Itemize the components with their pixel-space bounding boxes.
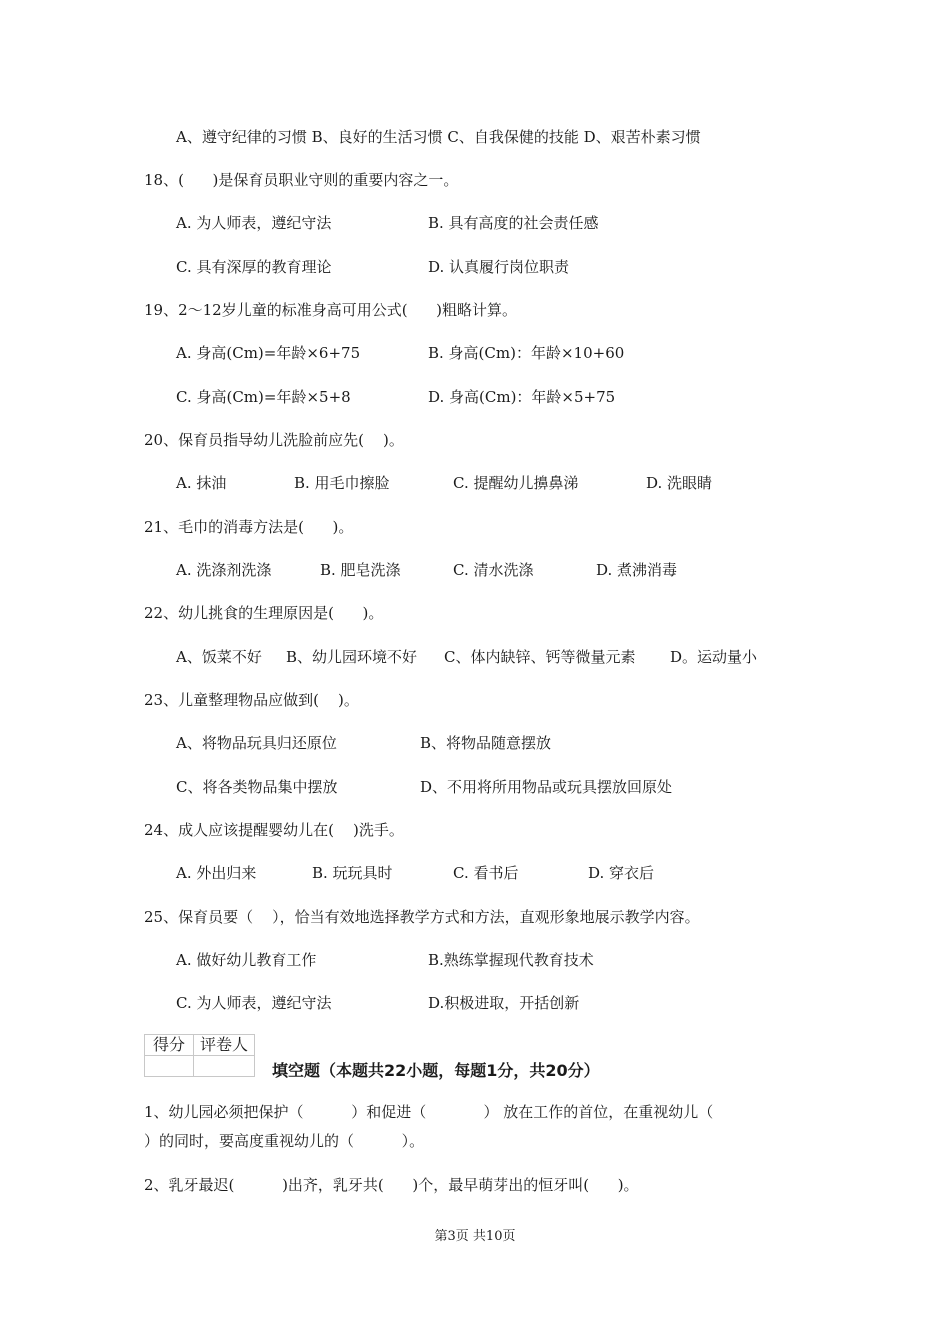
fill-question-1-line-1: 1、幼儿园必须把保护（ ）和促进（ ） 放在工作的首位，在重视幼儿（ (144, 1103, 714, 1121)
q22-option-d: D。运动量小 (670, 648, 758, 666)
q24-stem: 24、成人应该提醒婴幼儿在( )洗手。 (144, 821, 404, 839)
q20-option-b: B. 用毛巾擦脸 (294, 474, 390, 492)
q20-option-a: A. 抹油 (176, 474, 227, 492)
q19-option-a: A. 身高(Cm)=年龄×6+75 (176, 344, 361, 362)
page-footer: 第3页 共10页 (434, 1229, 516, 1244)
fill-question-1-line-2: ）的同时，要高度重视幼儿的（ ）。 (144, 1132, 425, 1150)
q23-stem: 23、儿童整理物品应做到( )。 (144, 691, 359, 709)
q18-option-a: A. 为人师表，遵纪守法 (176, 214, 332, 232)
q23-option-b: B、将物品随意摆放 (420, 734, 552, 752)
q21-option-b: B. 肥皂洗涤 (320, 561, 401, 579)
q18-option-c: C. 具有深厚的教育理论 (176, 258, 332, 276)
q21-stem: 21、毛巾的消毒方法是( )。 (144, 518, 354, 536)
q25-stem: 25、保育员要（ ），恰当有效地选择教学方式和方法，直观形象地展示教学内容。 (144, 908, 700, 926)
q24-option-a: A. 外出归来 (176, 864, 257, 882)
q17-options: A、遵守纪律的习惯 B、良好的生活习惯 C、自我保健的技能 D、艰苦朴素习惯 (176, 128, 701, 146)
score-cell (145, 1056, 194, 1077)
q19-option-c: C. 身高(Cm)=年龄×5+8 (176, 388, 351, 406)
q25-option-c: C. 为人师表，遵纪守法 (176, 994, 332, 1012)
q22-option-b: B、幼儿园环境不好 (286, 648, 418, 666)
score-label: 得分 (145, 1035, 194, 1056)
q19-option-b: B. 身高(Cm)：年龄×10+60 (428, 344, 625, 362)
q25-option-d: D.积极进取，开括创新 (428, 994, 580, 1012)
q19-stem: 19、2～12岁儿童的标准身高可用公式( )粗略计算。 (144, 301, 518, 319)
q18-option-b: B. 具有高度的社会责任感 (428, 214, 599, 232)
fill-question-2: 2、乳牙最迟( )出齐，乳牙共( )个，最早萌芽出的恒牙叫( )。 (144, 1176, 639, 1194)
q20-option-d: D. 洗眼睛 (646, 474, 713, 492)
q20-option-c: C. 提醒幼儿擤鼻涕 (453, 474, 579, 492)
q24-option-b: B. 玩玩具时 (312, 864, 393, 882)
reviewer-cell (194, 1056, 255, 1077)
q19-option-d: D. 身高(Cm)：年龄×5+75 (428, 388, 616, 406)
reviewer-label: 评卷人 (194, 1035, 255, 1056)
q23-option-c: C、将各类物品集中摆放 (176, 778, 338, 796)
q22-option-c: C、体内缺锌、钙等微量元素 (444, 648, 636, 666)
q21-option-a: A. 洗涤剂洗涤 (176, 561, 272, 579)
q25-option-b: B.熟练掌握现代教育技术 (428, 951, 594, 969)
q20-stem: 20、保育员指导幼儿洗脸前应先( )。 (144, 431, 404, 449)
section-title: 填空题（本题共22小题，每题1分，共20分） (272, 1061, 600, 1080)
q18-stem: 18、( )是保育员职业守则的重要内容之一。 (144, 171, 459, 189)
score-box (144, 1034, 255, 1077)
q25-option-a: A. 做好幼儿教育工作 (176, 951, 317, 969)
q23-option-d: D、不用将所用物品或玩具摆放回原处 (420, 778, 673, 796)
q22-option-a: A、饭菜不好 (176, 648, 262, 666)
q21-option-d: D. 煮沸消毒 (596, 561, 678, 579)
q24-option-d: D. 穿衣后 (588, 864, 655, 882)
q22-stem: 22、幼儿挑食的生理原因是( )。 (144, 604, 384, 622)
q21-option-c: C. 清水洗涤 (453, 561, 534, 579)
q23-option-a: A、将物品玩具归还原位 (176, 734, 337, 752)
q24-option-c: C. 看书后 (453, 864, 519, 882)
q18-option-d: D. 认真履行岗位职责 (428, 258, 570, 276)
